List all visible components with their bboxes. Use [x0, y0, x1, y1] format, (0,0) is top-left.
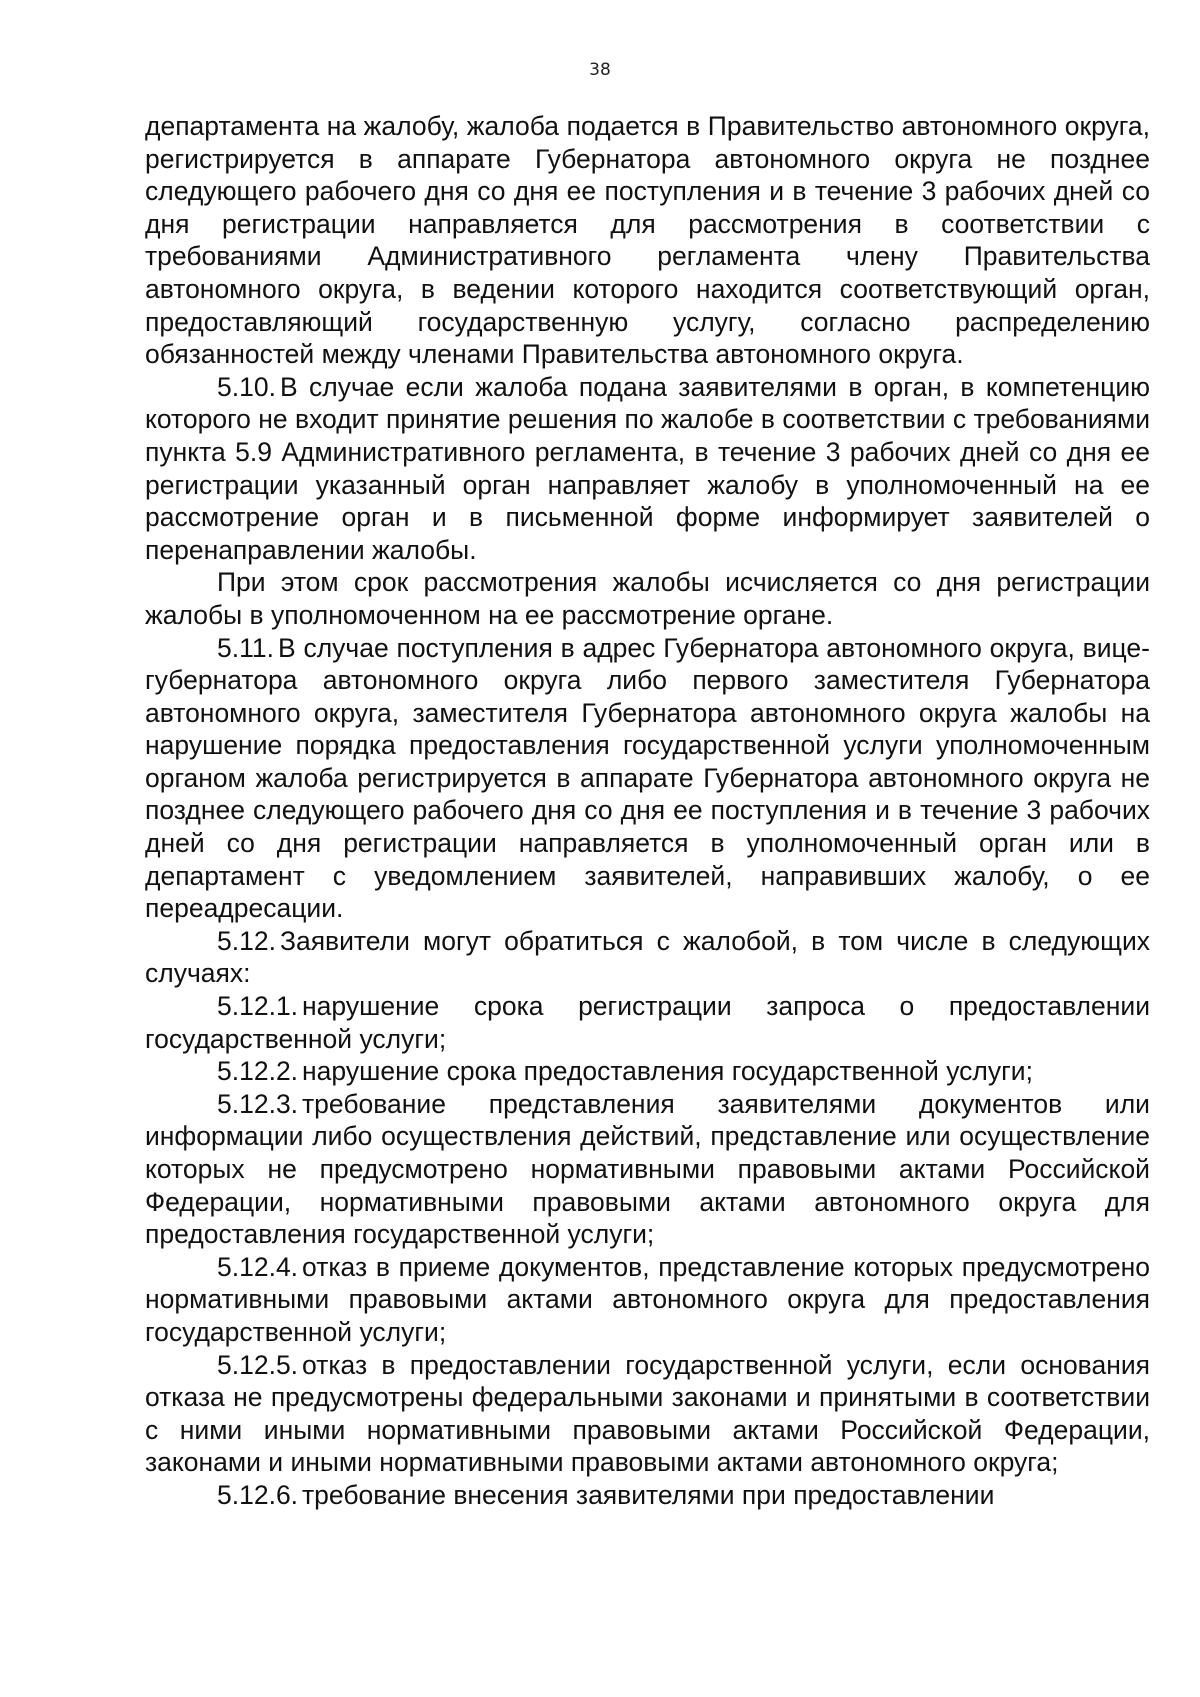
paragraph-text: В случае если жалоба подана заявителями в орган, в компетенцию которого не входит принятие решения по жалобе в соответствии с требованиями пункта 5.9 Административного регламента, в течение 3 рабочих дней со дня ее регистрации указанный орган направляет жалобу в уполномоченный на ее рассмотрение орган и в письменной форме информирует заявителей о перенаправлении жалобы. — [145, 371, 1151, 565]
paragraph-5-12-6 — [145, 1479, 1150, 1512]
paragraph-text: отказ в приеме документов, представление которых предусмотрено нормативными правовыми актами автономного округа для предоставления государственной услуги; — [145, 1251, 1150, 1347]
paragraph-text: требование представления заявителями документов или информации либо осуществления действий, представление или осуществление которых не предусмотрено нормативными правовыми актами Российской Федерации, нормативными правовыми актами автономного округа для предоставления государственной услуги; — [145, 1088, 1150, 1250]
paragraph-number: 5.12.1. — [217, 991, 299, 1022]
paragraph-text: Заявители могут обратиться с жалобой, в том числе в следующих случаях: — [145, 925, 1150, 989]
paragraph-text: При этом срок рассмотрения жалобы исчисляется со дня регистрации жалобы в уполномоченном на ее рассмотрение органе. — [145, 567, 1150, 630]
paragraph-text: департамента на жалобу, жалоба подается в Правительство автономного округа, регистрируется в аппарате Губернатора автономного округа не позднее следующего рабочего дня со дня ее поступления и в течение 3 рабочих дней со дня регистрации направляется для рассмотрения в соответствии с требованиями Административного регламента члену Правительства автономного округа, в ведении которого находится соответствующий орган, предоставляющий государственную услугу, согласно распределению обязанностей между членами Правительства автономного округа. — [145, 111, 1150, 370]
paragraph-text: нарушение срока регистрации запроса о предоставлении государственной услуги; — [145, 991, 1150, 1054]
paragraph-continuation — [145, 110, 1150, 371]
paragraph-text: нарушение срока предоставления государственной услуги; — [302, 1056, 1033, 1087]
paragraph-text: В случае поступления в адрес Губернатора автономного округа, вице-губернатора автономного округа либо первого заместителя Губернатора автономного округа, заместителя Губернатора автономного округа жалобы на нарушение порядка предоставления государственной услуги уполномоченным органом жалоба регистрируется в аппарате Губернатора автономного округа не позднее следующего рабочего дня со дня ее поступления и в течение 3 рабочих дней со дня регистрации направляется в уполномоченный орган или в департамент с уведомлением заявителей, направивших жалобу, о ее переадресации. — [145, 632, 1150, 924]
paragraph-5-12 — [145, 925, 1150, 990]
paragraph-number: 5.12.3. — [217, 1088, 299, 1119]
paragraph-5-12-4 — [145, 1251, 1150, 1349]
paragraph-number: 5.10. — [217, 371, 276, 402]
paragraph-number: 5.11. — [217, 632, 274, 663]
paragraph-5-12-5 — [145, 1349, 1150, 1479]
paragraph-text: требование внесения заявителями при предоставлении — [302, 1479, 995, 1510]
paragraph-number: 5.12.2. — [217, 1056, 299, 1087]
paragraph-number: 5.12.6. — [217, 1479, 299, 1510]
document-body — [145, 110, 1150, 1512]
paragraph-5-12-2 — [145, 1055, 1150, 1088]
paragraph-5-11 — [145, 632, 1150, 925]
paragraph-term-note — [145, 566, 1150, 631]
paragraph-5-12-3 — [145, 1088, 1150, 1251]
paragraph-number: 5.12.5. — [217, 1349, 299, 1380]
paragraph-text: отказ в предоставлении государственной услуги, если основания отказа не предусмотрены федеральными законами и принятыми в соответствии с ними иными нормативными правовыми актами Российской Федерации, законами и иными нормативными правовыми актами автономного округа; — [145, 1349, 1150, 1478]
page-number: 38 — [589, 60, 611, 80]
paragraph-number: 5.12. — [217, 925, 276, 956]
paragraph-number: 5.12.4. — [217, 1251, 299, 1282]
paragraph-5-12-1 — [145, 990, 1150, 1055]
paragraph-5-10 — [145, 371, 1150, 567]
